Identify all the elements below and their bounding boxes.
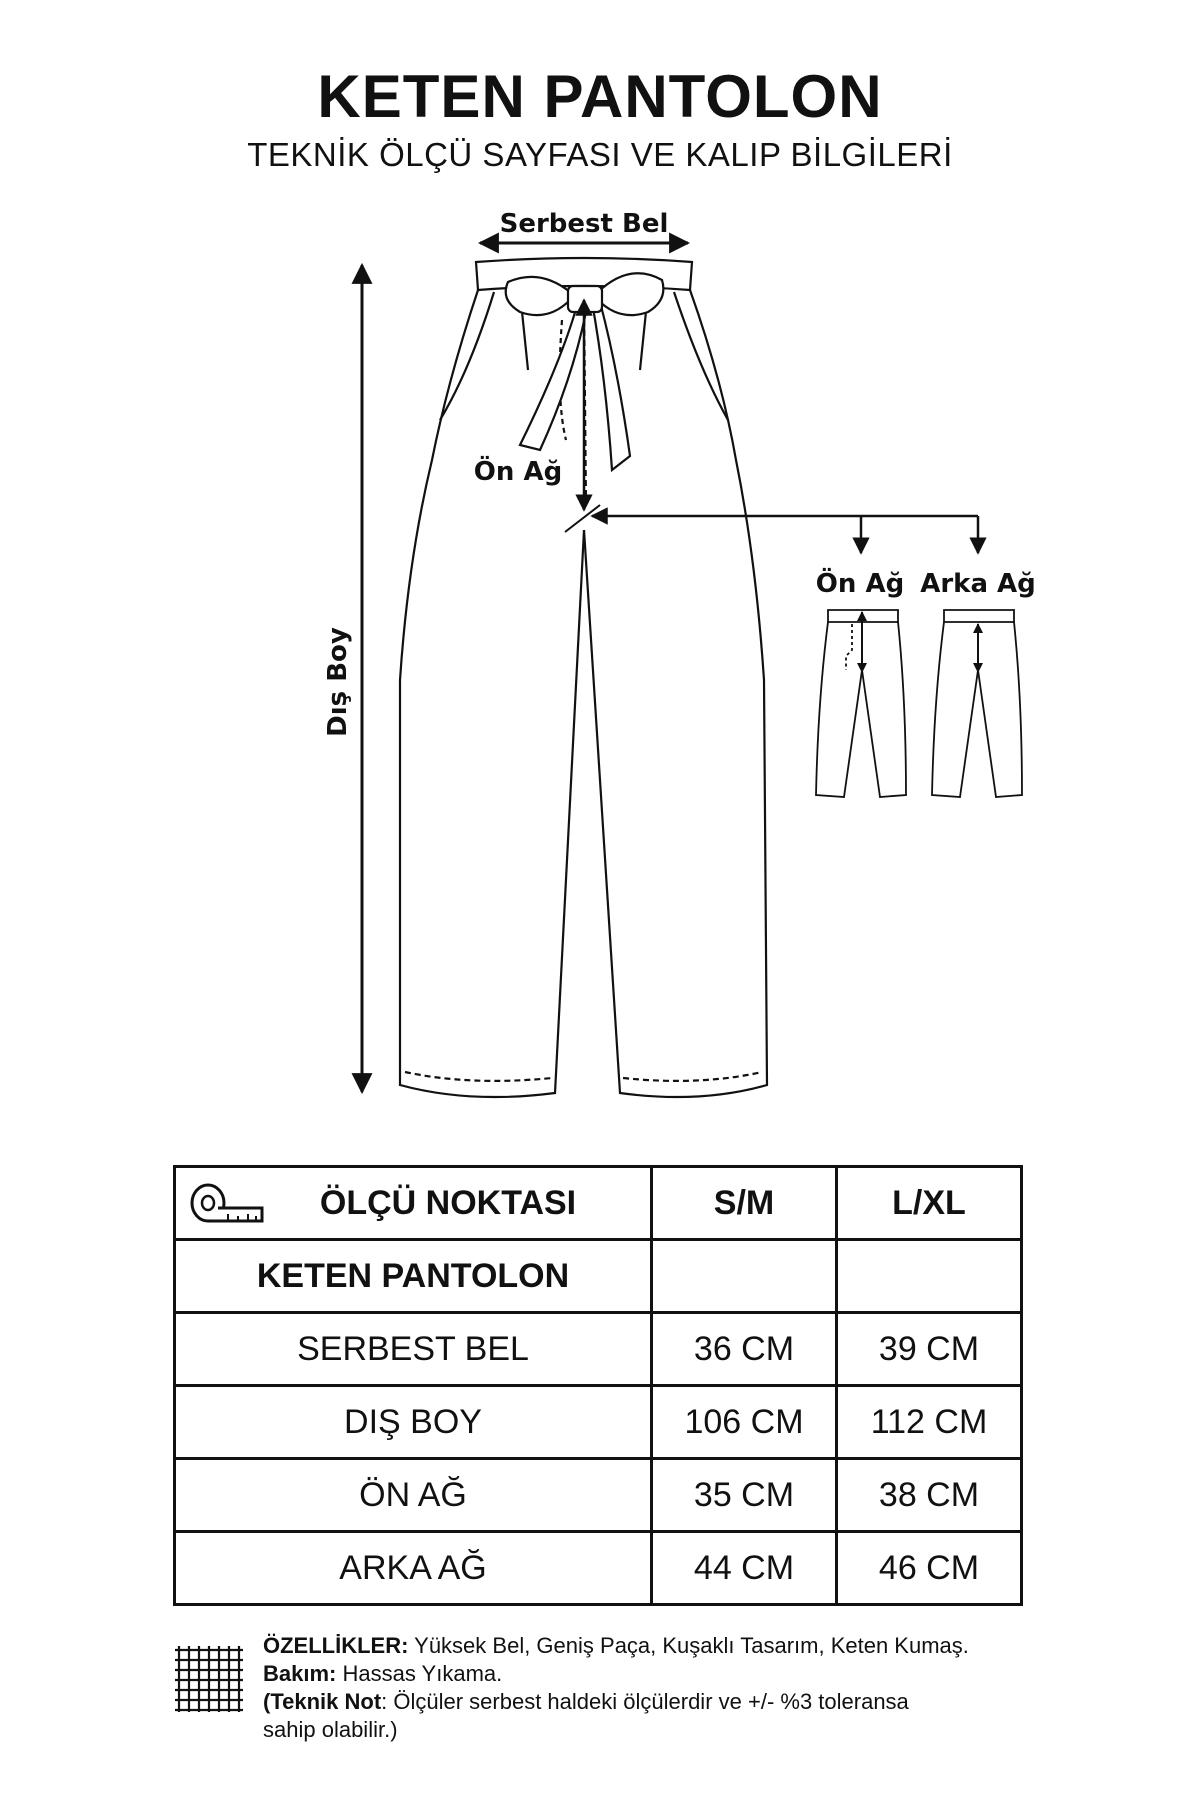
tech-value: : Ölçüler serbest haldeki ölçülerdir ve +/- %3 toleransa bbox=[381, 1689, 909, 1714]
front-rise-label: Ön Ağ bbox=[473, 457, 563, 487]
table-row bbox=[175, 1313, 1022, 1386]
small-front-pants bbox=[816, 610, 906, 797]
crotch-pointer bbox=[592, 516, 978, 553]
row-name: SERBEST BEL bbox=[175, 1313, 652, 1386]
small-front-rise-label: Ön Ağ bbox=[815, 569, 905, 599]
outseam-label: Dış Boy bbox=[323, 627, 353, 737]
table-section-row bbox=[175, 1240, 1022, 1313]
page-title: KETEN PANTOLON bbox=[317, 63, 883, 130]
table-row bbox=[175, 1386, 1022, 1459]
table-row bbox=[175, 1532, 1022, 1605]
notes-text bbox=[263, 1632, 1123, 1744]
features-line bbox=[263, 1632, 1123, 1660]
tape-measure-icon bbox=[188, 1180, 264, 1226]
row-lxl-value: 38 CM bbox=[837, 1459, 1022, 1532]
size-chart-table bbox=[173, 1165, 1023, 1606]
row-sm-value: 35 CM bbox=[652, 1459, 837, 1532]
row-sm-value: 44 CM bbox=[652, 1532, 837, 1605]
small-back-rise-label: Arka Ağ bbox=[920, 569, 1036, 599]
header-point-label: ÖLÇÜ NOKTASI bbox=[319, 1183, 577, 1222]
row-sm-value: 106 CM bbox=[652, 1386, 837, 1459]
crotch-tick bbox=[565, 505, 600, 532]
header-lxl: L/XL bbox=[837, 1167, 1022, 1240]
table-row bbox=[175, 1459, 1022, 1532]
grid-icon bbox=[173, 1642, 245, 1714]
page-subtitle: TEKNİK ÖLÇÜ SAYFASI VE KALIP BİLGİLERİ bbox=[247, 136, 953, 173]
tech-key: Teknik Not bbox=[270, 1689, 382, 1714]
tech-note-line-2: sahip olabilir.) bbox=[263, 1717, 398, 1742]
care-line bbox=[263, 1660, 1123, 1688]
care-key: Bakım: bbox=[263, 1661, 337, 1686]
features-key: ÖZELLİKLER: bbox=[263, 1633, 409, 1658]
care-value: Hassas Yıkama. bbox=[336, 1661, 503, 1686]
row-sm-value: 36 CM bbox=[652, 1313, 837, 1386]
row-name: ÖN AĞ bbox=[175, 1459, 652, 1532]
header-sm: S/M bbox=[652, 1167, 837, 1240]
tech-note-line bbox=[263, 1688, 1123, 1716]
section-title: KETEN PANTOLON bbox=[175, 1240, 652, 1313]
features-value: Yüksek Bel, Geniş Paça, Kuşaklı Tasarım, Keten Kumaş. bbox=[408, 1633, 969, 1658]
header-point-cell bbox=[175, 1167, 652, 1240]
row-lxl-value: 39 CM bbox=[837, 1313, 1022, 1386]
row-lxl-value: 112 CM bbox=[837, 1386, 1022, 1459]
small-back-pants bbox=[932, 610, 1022, 797]
row-lxl-value: 46 CM bbox=[837, 1532, 1022, 1605]
section-empty-cell bbox=[652, 1240, 837, 1313]
section-empty-cell bbox=[837, 1240, 1022, 1313]
row-name: ARKA AĞ bbox=[175, 1532, 652, 1605]
waist-label: Serbest Bel bbox=[499, 209, 669, 239]
tech-open: ( bbox=[263, 1689, 271, 1714]
row-name: DIŞ BOY bbox=[175, 1386, 652, 1459]
table-header-row bbox=[175, 1167, 1022, 1240]
